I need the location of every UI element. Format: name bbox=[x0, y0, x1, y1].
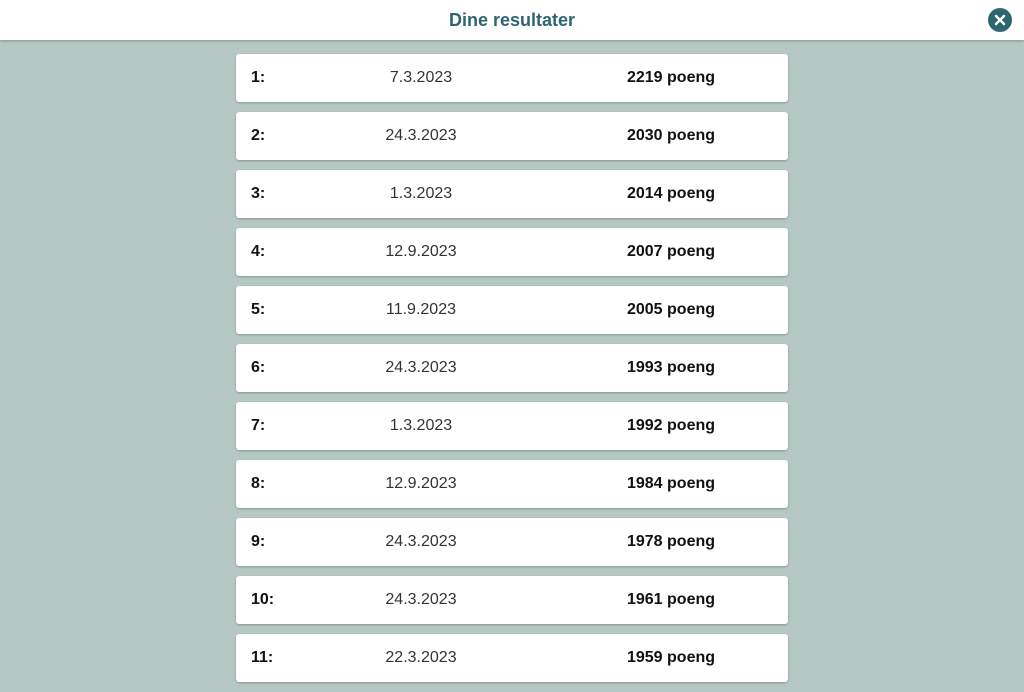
result-row bbox=[236, 170, 788, 218]
result-rank: 3: bbox=[251, 185, 266, 202]
result-rank: 10: bbox=[251, 591, 275, 608]
result-rank: 9: bbox=[251, 533, 266, 550]
result-date: 1.3.2023 bbox=[389, 417, 453, 434]
result-date: 24.3.2023 bbox=[385, 127, 457, 144]
result-row bbox=[236, 460, 788, 508]
page-title: Dine resultater bbox=[448, 10, 576, 30]
result-row bbox=[236, 54, 788, 102]
result-date: 22.3.2023 bbox=[385, 649, 457, 666]
result-row bbox=[236, 228, 788, 276]
result-score: 1993 poeng bbox=[626, 359, 716, 376]
result-row bbox=[236, 634, 788, 682]
result-score: 2219 poeng bbox=[626, 69, 716, 86]
close-button[interactable] bbox=[988, 8, 1012, 32]
result-score: 1959 poeng bbox=[626, 649, 716, 666]
result-row bbox=[236, 286, 788, 334]
result-row bbox=[236, 112, 788, 160]
result-date: 7.3.2023 bbox=[389, 69, 453, 86]
result-rank: 8: bbox=[251, 475, 266, 492]
result-score: 1978 poeng bbox=[626, 533, 716, 550]
result-rank: 1: bbox=[251, 69, 266, 86]
results-list bbox=[236, 54, 788, 692]
result-rank: 4: bbox=[251, 243, 266, 260]
result-date: 11.9.2023 bbox=[386, 301, 456, 318]
result-date: 24.3.2023 bbox=[385, 591, 457, 608]
header-bar bbox=[0, 0, 1024, 40]
result-rank: 2: bbox=[251, 127, 266, 144]
result-rank: 5: bbox=[251, 301, 266, 318]
result-score: 1961 poeng bbox=[626, 591, 716, 608]
result-score: 2030 poeng bbox=[626, 127, 716, 144]
result-date: 12.9.2023 bbox=[385, 475, 457, 492]
result-row bbox=[236, 576, 788, 624]
result-rank: 11: bbox=[251, 649, 274, 666]
result-date: 12.9.2023 bbox=[385, 243, 457, 260]
result-date: 24.3.2023 bbox=[385, 359, 457, 376]
result-score: 1992 poeng bbox=[626, 417, 716, 434]
result-score: 2007 poeng bbox=[626, 243, 716, 260]
result-row bbox=[236, 344, 788, 392]
close-icon bbox=[988, 8, 1012, 32]
result-score: 2005 poeng bbox=[626, 301, 716, 318]
result-rank: 7: bbox=[251, 417, 266, 434]
result-date: 24.3.2023 bbox=[385, 533, 457, 550]
result-rank: 6: bbox=[251, 359, 266, 376]
result-score: 1984 poeng bbox=[626, 475, 716, 492]
result-score: 2014 poeng bbox=[626, 185, 716, 202]
result-row bbox=[236, 518, 788, 566]
result-date: 1.3.2023 bbox=[389, 185, 453, 202]
result-row bbox=[236, 402, 788, 450]
